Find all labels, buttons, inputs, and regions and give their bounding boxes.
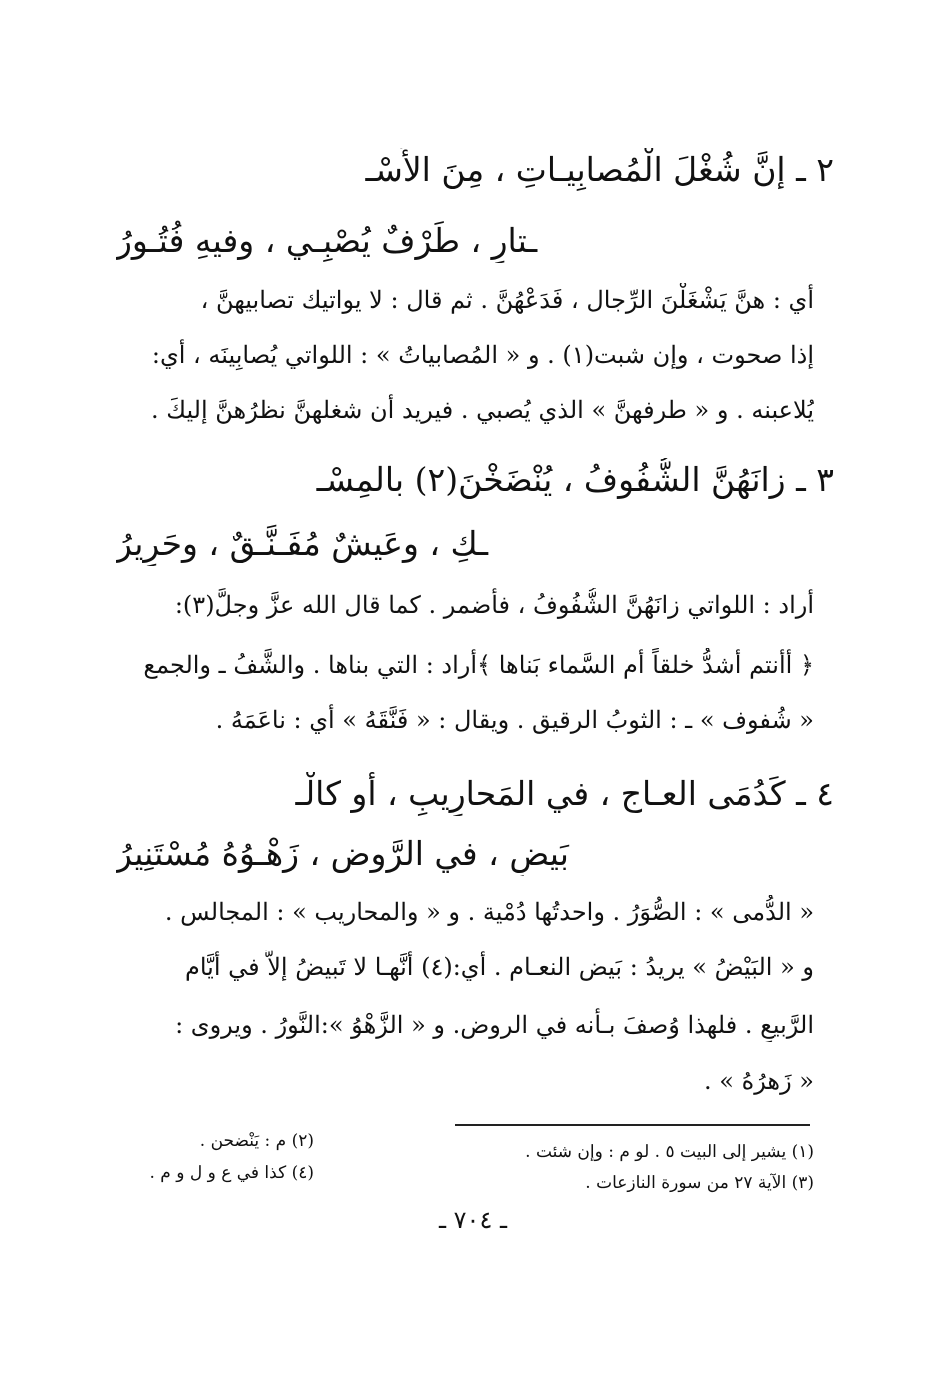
commentary-2-line-1: أي : هنَّ يَشْغَلْنَ الرِّجال ، فَدَعْهُنَّ . ثم قال : لا يواتيك تصابيهنَّ ، [200,286,814,314]
page-number: ـ ٧٠٤ ـ [438,1206,507,1234]
commentary-3-line-3: « شُفوف » ـ : الثوبُ الرقيق . ويقال : « فَنَّقَهُ » أي : ناعَمَهُ . [215,706,814,734]
footnote-1: (١) يشير إلى البيت ٥ . لو م : وإن شئت . [525,1142,814,1162]
footnote-separator [455,1124,810,1126]
footnote-3: (٣) الآية ٢٧ من سورة النازعات . [585,1173,814,1193]
verse-4-first-hemistich: ٤ ـ كَدُمَى العـاجِ ، في المَحارِيبِ ، أو كالْـ [295,774,834,813]
commentary-4-line-3: الرَّبيعِ . فلهذا وُصفَ بـأنه في الروض. و « الزَّهْوُ »:النَّورُ . ويروى : [175,1011,814,1039]
verse-4-second-hemistich: بَيضِ ، في الرَّوضِ ، زَهْـوُهُ مُسْتَنِيرُ [116,834,569,873]
commentary-2-line-3: يُلاعبنه . و « طرفهنَّ » الذي يُصبي . فيريد أن شغلهنَّ نظرُهنَّ إليكَ . [150,396,814,424]
commentary-3-line-2: ﴿ أأنتم أشدُّ خلقاً أم السَّماء بَناها ﴾أراد : التي بناها . والشَّفُ ـ والجمع [143,651,814,679]
verse-3-second-hemistich: ـكِ ، وعَيشٌ مُفَـنَّـقٌ ، وحَرِيرُ [116,524,489,563]
footnote-2: (٢) م : يَنْضحن . [199,1131,314,1151]
verse-2-second-hemistich: ـتارِ ، طَرْفٌ يُصْبِـي ، وفيهِ فُتُـورُ [116,221,538,260]
commentary-4-line-1: « الدُّمى » : الصُّوَرُ . واحدتُها دُمْية . و « والمحاريب » : المجالس . [164,898,814,926]
verse-2-first-hemistich: ٢ ـ إنَّ شُغْلَ الْمُصابِيـاتِ ، مِنَ الأَسْـ [365,150,834,189]
footnote-4: (٤) كذا في ع و ل و م . [149,1163,314,1183]
commentary-3-line-1: أراد : اللواتي زانَهُنَّ الشُّفُوفُ ، فأضمر . كما قال الله عزَّ وجلَّ(٣): [174,591,814,619]
commentary-4-line-2: و « البَيْضُ » يريدُ : بَيض النعـام . أي:(٤) أنَّهـا لا تَبيضُ إلاَّ في أيَّام [184,953,814,981]
verse-3-first-hemistich: ٣ ـ زانَهُنَّ الشُّفُوفُ ، يُنْضَخْنَ(٢) بالمِسْـ [316,460,834,499]
commentary-2-line-2: إذا صحوت ، وإن شبت(١) . و « المُصابياتُ » : اللواتي يُصابِينَه ، أي: [151,341,814,369]
commentary-4-line-4: « زَهرُهُ » . [704,1067,814,1095]
